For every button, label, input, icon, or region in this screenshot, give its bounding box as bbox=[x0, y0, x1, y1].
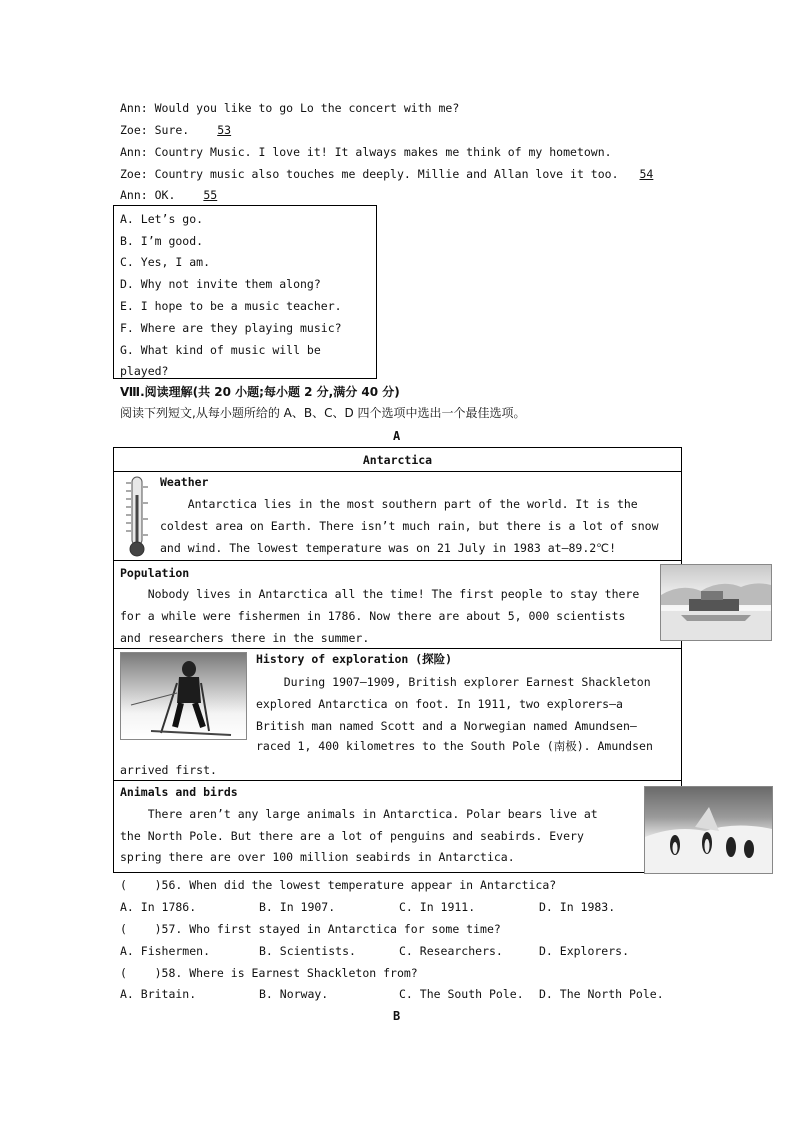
option-e[interactable]: E. I hope to be a music teacher. bbox=[120, 299, 342, 313]
q58-choice-b[interactable]: B. Norway. bbox=[259, 987, 329, 1001]
penguins-image bbox=[645, 787, 772, 873]
q57-choice-b[interactable]: B. Scientists. bbox=[259, 944, 356, 958]
dialogue-line-4 bbox=[120, 167, 667, 181]
q56-choice-d[interactable]: D. In 1983. bbox=[539, 900, 616, 914]
blank-53[interactable]: 53 bbox=[217, 123, 232, 137]
option-d[interactable]: D. Why not invite them along? bbox=[120, 277, 321, 291]
history-title: History of exploration (探险) bbox=[256, 652, 453, 666]
history-text-2: explored Antarctica on foot. In 1911, two explorers—a bbox=[256, 697, 623, 711]
option-g-cont: played? bbox=[120, 364, 169, 378]
dialogue-line-2 bbox=[120, 123, 252, 137]
dialogue-line-4-text: Zoe: Country music also touches me deeply. Millie and Allan love it too. bbox=[120, 167, 626, 181]
table-title: Antarctica bbox=[362, 453, 433, 467]
blank-54[interactable]: 54 bbox=[639, 167, 654, 181]
history-text-3: British man named Scott and a Norwegian named Amundsen— bbox=[256, 719, 637, 733]
population-title: Population bbox=[120, 566, 190, 580]
q58-choice-d[interactable]: D. The North Pole. bbox=[539, 987, 664, 1001]
option-b[interactable]: B. I’m good. bbox=[120, 234, 204, 248]
dialogue-line-5 bbox=[120, 188, 238, 202]
animals-text-2: the North Pole. But there are a lot of penguins and seabirds. Every bbox=[120, 829, 584, 843]
row-divider bbox=[114, 560, 681, 561]
weather-text-3: and wind. The lowest temperature was on 21 July in 1983 at—89.2℃! bbox=[160, 541, 617, 555]
q57-choice-c[interactable]: C. Researchers. bbox=[399, 944, 503, 958]
q56-choice-a[interactable]: A. In 1786. bbox=[120, 900, 197, 914]
option-a[interactable]: A. Let’s go. bbox=[120, 212, 204, 226]
q57-choice-d[interactable]: D. Explorers. bbox=[539, 944, 630, 958]
dialogue-line-5-text: Ann: OK. bbox=[120, 188, 183, 202]
option-c[interactable]: C. Yes, I am. bbox=[120, 255, 211, 269]
section-heading: Ⅷ.阅读理解(共 20 小题;每小题 2 分,满分 40 分) bbox=[120, 385, 400, 399]
q57-choice-a[interactable]: A. Fishermen. bbox=[120, 944, 211, 958]
section-instruction: 阅读下列短文,从每小题所给的 A、B、C、D 四个选项中选出一个最佳选项。 bbox=[120, 406, 526, 420]
population-text-3: and researchers there in the summer. bbox=[120, 631, 370, 645]
q56-choice-b[interactable]: B. In 1907. bbox=[259, 900, 336, 914]
history-text-1: During 1907—1909, British explorer Earnest Shackleton bbox=[256, 675, 651, 689]
explorer-photo bbox=[120, 652, 247, 740]
dialogue-line-3: Ann: Country Music. I love it! It always makes me think of my hometown. bbox=[120, 145, 612, 159]
question-56: ( )56. When did the lowest temperature appear in Antarctica? bbox=[120, 878, 557, 892]
weather-text-1: Antarctica lies in the most southern part of the world. It is the bbox=[160, 497, 638, 511]
q58-choice-c[interactable]: C. The South Pole. bbox=[399, 987, 524, 1001]
passage-label-b: B bbox=[393, 1009, 401, 1023]
option-f[interactable]: F. Where are they playing music? bbox=[120, 321, 342, 335]
weather-title: Weather bbox=[160, 475, 209, 489]
options-box bbox=[113, 205, 377, 379]
option-g[interactable]: G. What kind of music will be bbox=[120, 343, 321, 357]
history-text-5: arrived first. bbox=[120, 763, 217, 777]
q56-choice-c[interactable]: C. In 1911. bbox=[399, 900, 476, 914]
dialogue-line-1: Ann: Would you like to go Lo the concert with me? bbox=[120, 101, 460, 115]
thermometer-icon bbox=[122, 475, 152, 559]
passage-label-a: A bbox=[393, 429, 401, 443]
question-57: ( )57. Who first stayed in Antarctica for some time? bbox=[120, 922, 501, 936]
ship-image bbox=[661, 565, 771, 640]
q58-choice-a[interactable]: A. Britain. bbox=[120, 987, 197, 1001]
weather-text-2: coldest area on Earth. There isn’t much rain, but there is a lot of snow bbox=[160, 519, 659, 533]
animals-text-1: There aren’t any large animals in Antarctica. Polar bears live at bbox=[120, 807, 598, 821]
penguins-photo bbox=[644, 786, 773, 874]
population-text-2: for a while were fishermen in 1786. Now there are about 5, 000 scientists bbox=[120, 609, 626, 623]
question-58: ( )58. Where is Earnest Shackleton from? bbox=[120, 966, 418, 980]
ship-photo bbox=[660, 564, 772, 641]
blank-55[interactable]: 55 bbox=[203, 188, 218, 202]
history-text-4: raced 1, 400 kilometres to the South Pole (南极). Amundsen bbox=[256, 739, 653, 753]
explorer-image bbox=[121, 653, 246, 739]
population-text-1: Nobody lives in Antarctica all the time! The first people to stay there bbox=[120, 587, 640, 601]
animals-text-3: spring there are over 100 million seabirds in Antarctica. bbox=[120, 850, 515, 864]
dialogue-line-2-text: Zoe: Sure. bbox=[120, 123, 197, 137]
animals-title: Animals and birds bbox=[120, 785, 238, 799]
